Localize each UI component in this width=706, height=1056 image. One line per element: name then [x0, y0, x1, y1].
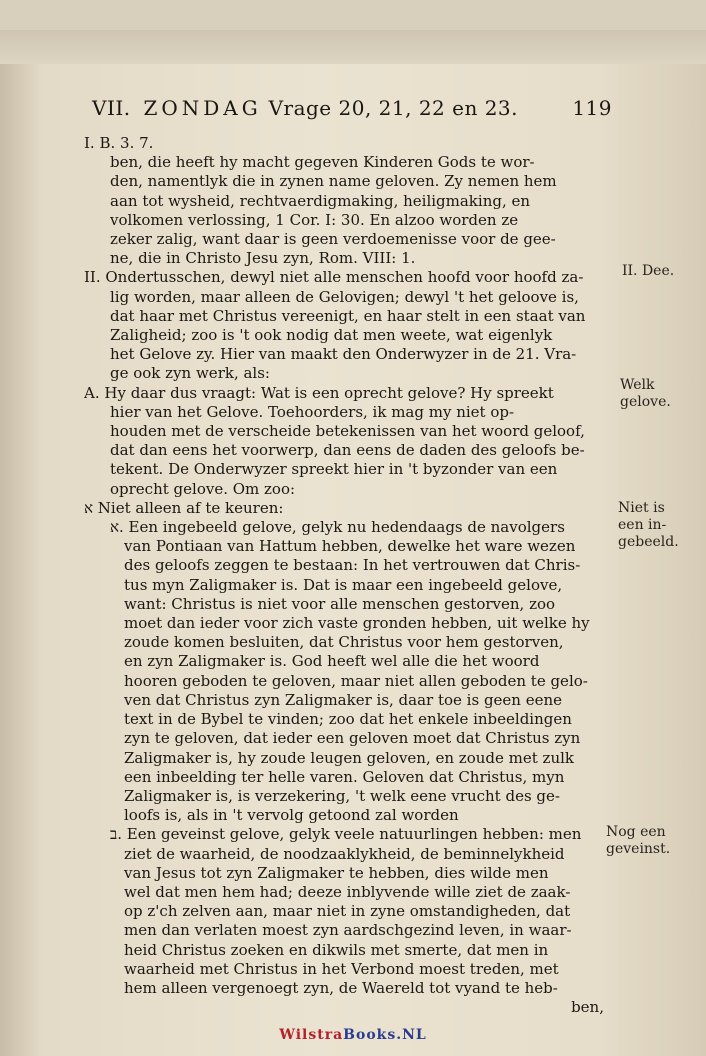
text-line: dat haar met Christus vereenigt, en haar stelt in een staat van [110, 306, 586, 325]
text-line: loofs is, als in 't vervolg getoond zal worden [124, 806, 459, 825]
text-line: hier van het Gelove. Toehoorders, ik mag my niet op- [110, 402, 515, 421]
text-line: heid Christus zoeken en dikwils met smerte, dat men in [124, 940, 549, 959]
text-line: zyn te geloven, dat ieder een geloven moet dat Christus zyn [124, 729, 581, 748]
vrage-title: Vrage 20, 21, 22 en 23. [268, 96, 519, 120]
text-line: ne, die in Christo Jesu zyn, Rom. VIII: 1. [110, 249, 416, 268]
page-number: 119 [572, 96, 612, 120]
body-text [84, 134, 604, 1017]
margin-note-2-line-2: gelove. [620, 394, 671, 410]
text-line: hem alleen vergenoegt zyn, de Waereld tot vyand te heb- [124, 978, 558, 997]
text-line: aan tot wysheid, rechtvaerdigmaking, heiligmaking, en [110, 191, 531, 210]
text-line: volkomen verlossing, 1 Cor. I: 30. En alzoo worden ze [110, 210, 519, 229]
margin-note-1-line: II. Dee. [622, 263, 675, 279]
text-line: lig worden, maar alleen de Gelovigen; dewyl 't het geloove is, [110, 287, 579, 306]
text-line: Zaligmaker is, hy zoude leugen geloven, en zoude met zulk [124, 748, 574, 767]
text-line: Zaligheid; zoo is 't ook nodig dat men weete, wat eigenlyk [110, 326, 553, 345]
zondag-title: ZONDAG [143, 96, 262, 120]
text-line: text in de Bybel te vinden; zoo dat het enkele inbeeldingen [124, 710, 572, 729]
margin-note-4-line-1: Nog een [606, 824, 666, 840]
text-line: en zyn Zaligmaker is. God heeft wel alle die het woord [124, 652, 540, 671]
text-line: waarheid met Christus in het Verbond moest treden, met [124, 959, 559, 978]
text-line: tus myn Zaligmaker is. Dat is maar een ingebeeld gelove, [124, 575, 563, 594]
margin-note-2 [620, 377, 671, 411]
text-line: ge ook zyn werk, als: [110, 364, 270, 383]
text-line: ben, die heeft hy macht gegeven Kinderen Gods te wor- [110, 153, 535, 172]
text-line: A. Hy daar dus vraagt: Wat is een oprecht gelove? Hy spreekt [84, 383, 554, 402]
margin-note-1 [622, 263, 674, 280]
margin-note-3-line-3: gebeeld. [618, 534, 679, 550]
watermark-logo [0, 1027, 706, 1043]
margin-note-4-line-2: geveinst. [606, 841, 671, 857]
chapter-number: VII. [92, 96, 131, 120]
text-line: op z'ch zelven aan, maar niet in zyne omstandigheden, dat [124, 902, 571, 921]
text-line: ב. Een geveinst gelove, gelyk veele natuurlingen hebben: men [110, 825, 582, 844]
margin-note-3 [618, 500, 679, 551]
text-line: houden met de verscheide betekenissen van het woord geloof, [110, 422, 585, 441]
text-line: II. Ondertusschen, dewyl niet alle menschen hoofd voor hoofd za- [84, 268, 584, 287]
text-line: moet dan ieder voor zich vaste gronden hebben, uit welke hy [124, 614, 590, 633]
text-line: van Jesus tot zyn Zaligmaker te hebben, dies wilde men [124, 863, 549, 882]
watermark-part-1: Wilstra [279, 1027, 344, 1043]
text-line: oprecht gelove. Om zoo: [110, 479, 296, 498]
watermark-part-2: Books.NL [343, 1027, 427, 1043]
catchword: ben, [571, 998, 604, 1017]
margin-note-2-line-1: Welk [620, 377, 655, 393]
text-line: van Pontiaan van Hattum hebben, dewelke het ware wezen [124, 537, 576, 556]
text-line: zeker zalig, want daar is geen verdoemenisse voor de gee- [110, 230, 556, 249]
margin-note-4 [606, 824, 670, 858]
text-line: tekent. De Onderwyzer spreekt hier in 't byzonder van een [110, 460, 558, 479]
text-line: ven dat Christus zyn Zaligmaker is, daar toe is geen eene [124, 690, 563, 709]
margin-note-3-line-1: Niet is [618, 500, 665, 516]
text-line: den, namentlyk die in zynen name geloven. Zy nemen hem [110, 172, 557, 191]
text-line: א Niet alleen af te keuren: [84, 498, 284, 517]
text-line: men dan verlaten moest zyn aardschgezind leven, in waar- [124, 921, 572, 940]
text-line: zoude komen besluiten, dat Christus voor hem gestorven, [124, 633, 564, 652]
text-line: dat dan eens het voorwerp, dan eens de daden des geloofs be- [110, 441, 585, 460]
text-line: des geloofs zeggen te bestaan: In het vertrouwen dat Chris- [124, 556, 581, 575]
text-line: een inbeelding ter helle varen. Geloven dat Christus, myn [124, 767, 565, 786]
text-line: ziet de waarheid, de noodzaaklykheid, de beminnelykheid [124, 844, 565, 863]
margin-note-3-line-2: een in- [618, 517, 667, 533]
page-top-edge [0, 30, 706, 64]
text-line: wel dat men hem had; deeze inblyvende wille ziet de zaak- [124, 882, 571, 901]
running-header [92, 96, 612, 120]
text-line: het Gelove zy. Hier van maakt den Onderwyzer in de 21. Vra- [110, 345, 577, 364]
text-line: hooren geboden te geloven, maar niet allen geboden te gelo- [124, 671, 588, 690]
text-line: Zaligmaker is, is verzekering, 't welk eene vrucht des ge- [124, 786, 560, 805]
text-line: want: Christus is niet voor alle menschen gestorven, zoo [124, 594, 556, 613]
text-line: I. B. 3. 7. [84, 134, 154, 152]
text-line: א. Een ingebeeld gelove, gelyk nu hedendaags de navolgers [110, 518, 565, 537]
